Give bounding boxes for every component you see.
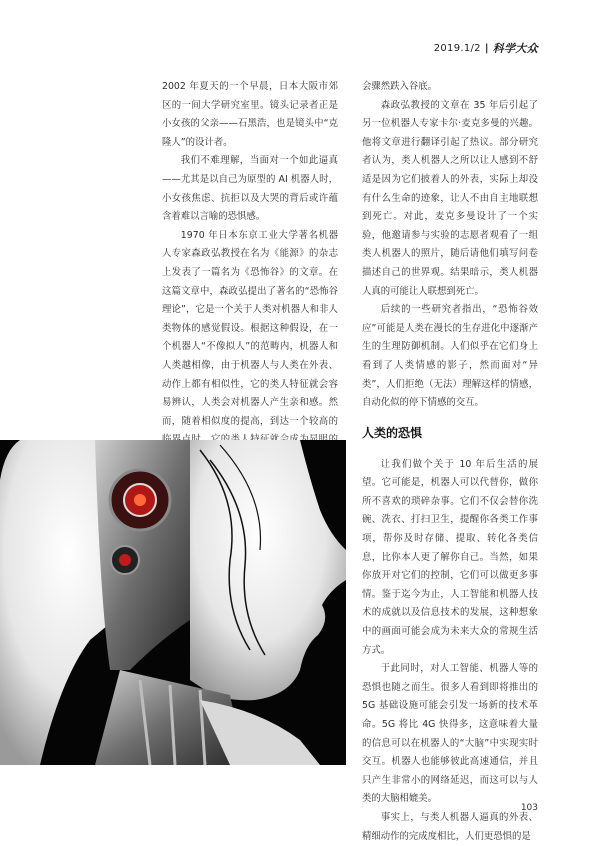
left-text-column	[162, 78, 338, 487]
paragraph: 事实上，与类人机器人逼真的外表、精细动作的完成度相比，人们更恐惧的是	[362, 811, 538, 842]
robot-head-illustration	[0, 440, 346, 765]
paragraph: 让我们做个关于 10 年后生活的展望。它可能是，机器人可以代替你，做你所不喜欢的琐碎杂事。它们不仅会替你洗碗、洗衣、打扫卫生，提醒你各类工作事项，帮你及时存储、提取、转化各类信息，比你本人更了解你自己。当然，如果你放开对它们的控制，它们可以做更多事情。鉴于迄今为止，人工智能和机器人技术的成就以及信息技术的发展，这种想象中的画面可能会成为未来大众的常规生活方式。	[362, 458, 538, 656]
robot-illustration-svg	[0, 440, 346, 765]
page-number: 103	[520, 803, 538, 813]
paragraph: 我们不难理解，当面对一个如此逼真——尤其是以自己为原型的 AI 机器人时，小女孩焦虑、抗拒以及大哭的背后或许蕴含着难以言喻的恐惧感。	[162, 155, 338, 223]
issue-date: 2019.1/2	[433, 42, 481, 54]
header-separator: |	[484, 42, 489, 54]
paragraph: 2002 年夏天的一个早晨，日本大阪市郊区的一间大学研究室里。镜头记录者正是小女孩的父亲——石黑浩，也是镜头中“克隆人”的设计者。	[162, 81, 338, 148]
right-text-column	[362, 78, 538, 846]
paragraph: 会骤然跌入谷底。	[362, 81, 438, 92]
paragraph: 森政弘教授的文章在 35 年后引起了另一位机器人专家卡尔·麦克多曼的兴趣。他将文章进行翻译引起了热议。部分研究者认为，类人机器人之所以让人感到不舒适是因为它们披着人的外表，实际上却没有什么生命的迹象，让人不由自主地联想到死亡。对此，麦克多曼设计了一个实验，他邀请参与实验的志愿者观看了一组类人机器人的照片，随后请他们填写问卷描述自己的世界观。结果暗示，类人机器人真的可能让人联想到死亡。	[362, 99, 538, 297]
paragraph: 后续的一些研究者指出，“恐怖谷效应”可能是人类在漫长的生存进化中逐渐产生的生理防御机制。人们似乎在它们身上看到了人类情感的影子，然而面对“异类”，人们拒绝（无法）理解这样的情感，自动化似的停下情感的交互。	[362, 304, 538, 409]
paragraph: 于此同时，对人工智能、机器人等的恐惧也随之而生。很多人看到即将推出的 5G 基础设施可能会引发一场新的技术革命。5G 将比 4G 快得多，这意味着大量的信息可以在机器人的“大脑”中实现实时交互。机器人也能够彼此高速通信，并且只产生非常小的网络延迟，而这可以与人类的大脑相媲美。	[362, 663, 538, 805]
magazine-logo: 科学大众	[492, 42, 538, 55]
red-light-icon	[119, 554, 131, 566]
core-light-icon	[134, 494, 146, 506]
section-heading: 人类的恐惧	[362, 425, 423, 440]
paragraph: 1970 年日本东京工业大学著名机器人专家森政弘教授在名为《能源》的杂志上发表了一篇名为《恐怖谷》的文章。在这篇文章中，森政弘提出了著名的“恐怖谷理论”，它是一个关于人类对机器人和非人类物体的感觉假设。根据这种假设，在一个机器人“不像拟人”的范畴内，机器人和人类越相像，由于机器人与人类在外表、动作上都有相似性，它的类人特征就会容易辨认，人类会对机器人产生亲和感。然而，随着相似度的提高，到达一个较高的	[162, 229, 338, 427]
page-header	[434, 40, 538, 56]
